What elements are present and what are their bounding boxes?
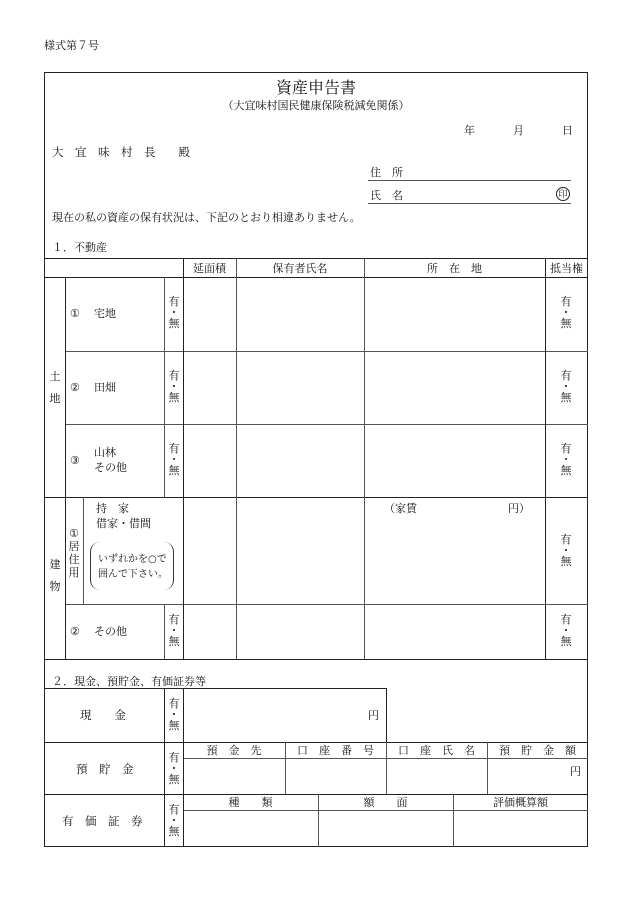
land-row-1-no: ① bbox=[70, 307, 80, 320]
residence-note-2: 囲んで下さい。 bbox=[98, 569, 168, 580]
date-day: 日 bbox=[562, 124, 573, 137]
address-label: 住 所 bbox=[370, 166, 403, 179]
deposit-label: 預 貯 金 bbox=[76, 762, 134, 776]
deposit-unit: 円 bbox=[570, 765, 581, 778]
declaration-text: 現在の私の資産の保有状況は、下記のとおり相違ありません。 bbox=[52, 211, 361, 224]
other-building-yes-no[interactable]: 有 ・ 無 bbox=[168, 613, 180, 648]
deposit-header-bank: 預 金 先 bbox=[206, 744, 262, 757]
deposit-header-account-name: 口 座 氏 名 bbox=[398, 744, 475, 757]
section2-title: ２．現金、預貯金、有価証券等 bbox=[52, 675, 206, 688]
residence-vertical-label: ① 居 住 用 bbox=[68, 527, 80, 579]
securities-header-valuation: 評価概算額 bbox=[493, 796, 548, 809]
other-building-no: ② bbox=[70, 625, 80, 638]
header-area: 延面積 bbox=[193, 262, 226, 275]
section1-title: １．不動産 bbox=[52, 241, 107, 254]
header-owner: 保有者氏名 bbox=[272, 262, 328, 275]
header-mortgage: 抵当権 bbox=[550, 262, 583, 275]
land-row-3-no: ③ bbox=[70, 454, 80, 467]
form-number: 様式第７号 bbox=[44, 39, 99, 52]
building-label: 建 物 bbox=[49, 558, 61, 593]
form-title: 資産申告書 bbox=[275, 78, 356, 97]
residence-note-bracket bbox=[90, 542, 174, 590]
land-row-3-mortgage-yes-no[interactable]: 有 ・ 無 bbox=[560, 442, 572, 477]
date-month: 月 bbox=[513, 124, 524, 137]
residence-rented[interactable]: 借家・借間 bbox=[96, 517, 151, 530]
securities-label: 有 価 証 券 bbox=[62, 814, 143, 828]
other-building-mortgage-yes-no[interactable]: 有 ・ 無 bbox=[560, 613, 572, 648]
residence-note-1: いずれかを○で bbox=[98, 554, 167, 565]
deposit-header-account-no: 口 座 番 号 bbox=[297, 744, 374, 757]
land-row-1-mortgage-yes-no[interactable]: 有 ・ 無 bbox=[560, 295, 572, 330]
name-line[interactable] bbox=[368, 203, 571, 204]
securities-yes-no[interactable]: 有 ・ 無 bbox=[168, 803, 180, 838]
deposit-yes-no[interactable]: 有 ・ 無 bbox=[168, 751, 180, 786]
land-row-2-yes-no[interactable]: 有 ・ 無 bbox=[168, 369, 180, 404]
date-year: 年 bbox=[464, 124, 475, 137]
land-row-2-label: 田畑 bbox=[94, 381, 116, 394]
land-row-3-yes-no[interactable]: 有 ・ 無 bbox=[168, 442, 180, 477]
deposit-header-amount: 預 貯 金 額 bbox=[499, 744, 576, 757]
form-frame bbox=[44, 72, 588, 847]
land-row-2-mortgage-yes-no[interactable]: 有 ・ 無 bbox=[560, 369, 572, 404]
land-row-3-label-1: 山林 bbox=[94, 446, 116, 459]
land-label: 土 地 bbox=[49, 370, 61, 405]
seal-mark: 印 bbox=[556, 187, 570, 201]
rent-label: （家賃 bbox=[384, 502, 417, 515]
residence-owned[interactable]: 持 家 bbox=[96, 502, 129, 515]
securities-header-face: 額 面 bbox=[363, 796, 408, 809]
land-row-2-no: ② bbox=[70, 381, 80, 394]
land-row-3-label-2: その他 bbox=[94, 461, 127, 474]
cash-label: 現 金 bbox=[80, 708, 126, 722]
residence-mortgage-yes-no[interactable]: 有 ・ 無 bbox=[560, 533, 572, 568]
land-row-1-label: 宅地 bbox=[94, 307, 116, 320]
header-location: 所 在 地 bbox=[427, 262, 482, 275]
cash-unit: 円 bbox=[368, 709, 379, 722]
form-subtitle: （大宜味村国民健康保険税減免関係） bbox=[222, 99, 410, 112]
address-line[interactable] bbox=[368, 180, 571, 181]
name-label: 氏 名 bbox=[370, 189, 403, 202]
securities-header-type: 種 類 bbox=[228, 796, 273, 809]
rent-unit: 円） bbox=[508, 502, 530, 515]
other-building-label: その他 bbox=[94, 625, 127, 638]
cash-yes-no[interactable]: 有 ・ 無 bbox=[168, 697, 180, 732]
addressee: 大 宜 味 村 長 殿 bbox=[52, 145, 190, 159]
land-row-1-yes-no[interactable]: 有 ・ 無 bbox=[168, 295, 180, 330]
